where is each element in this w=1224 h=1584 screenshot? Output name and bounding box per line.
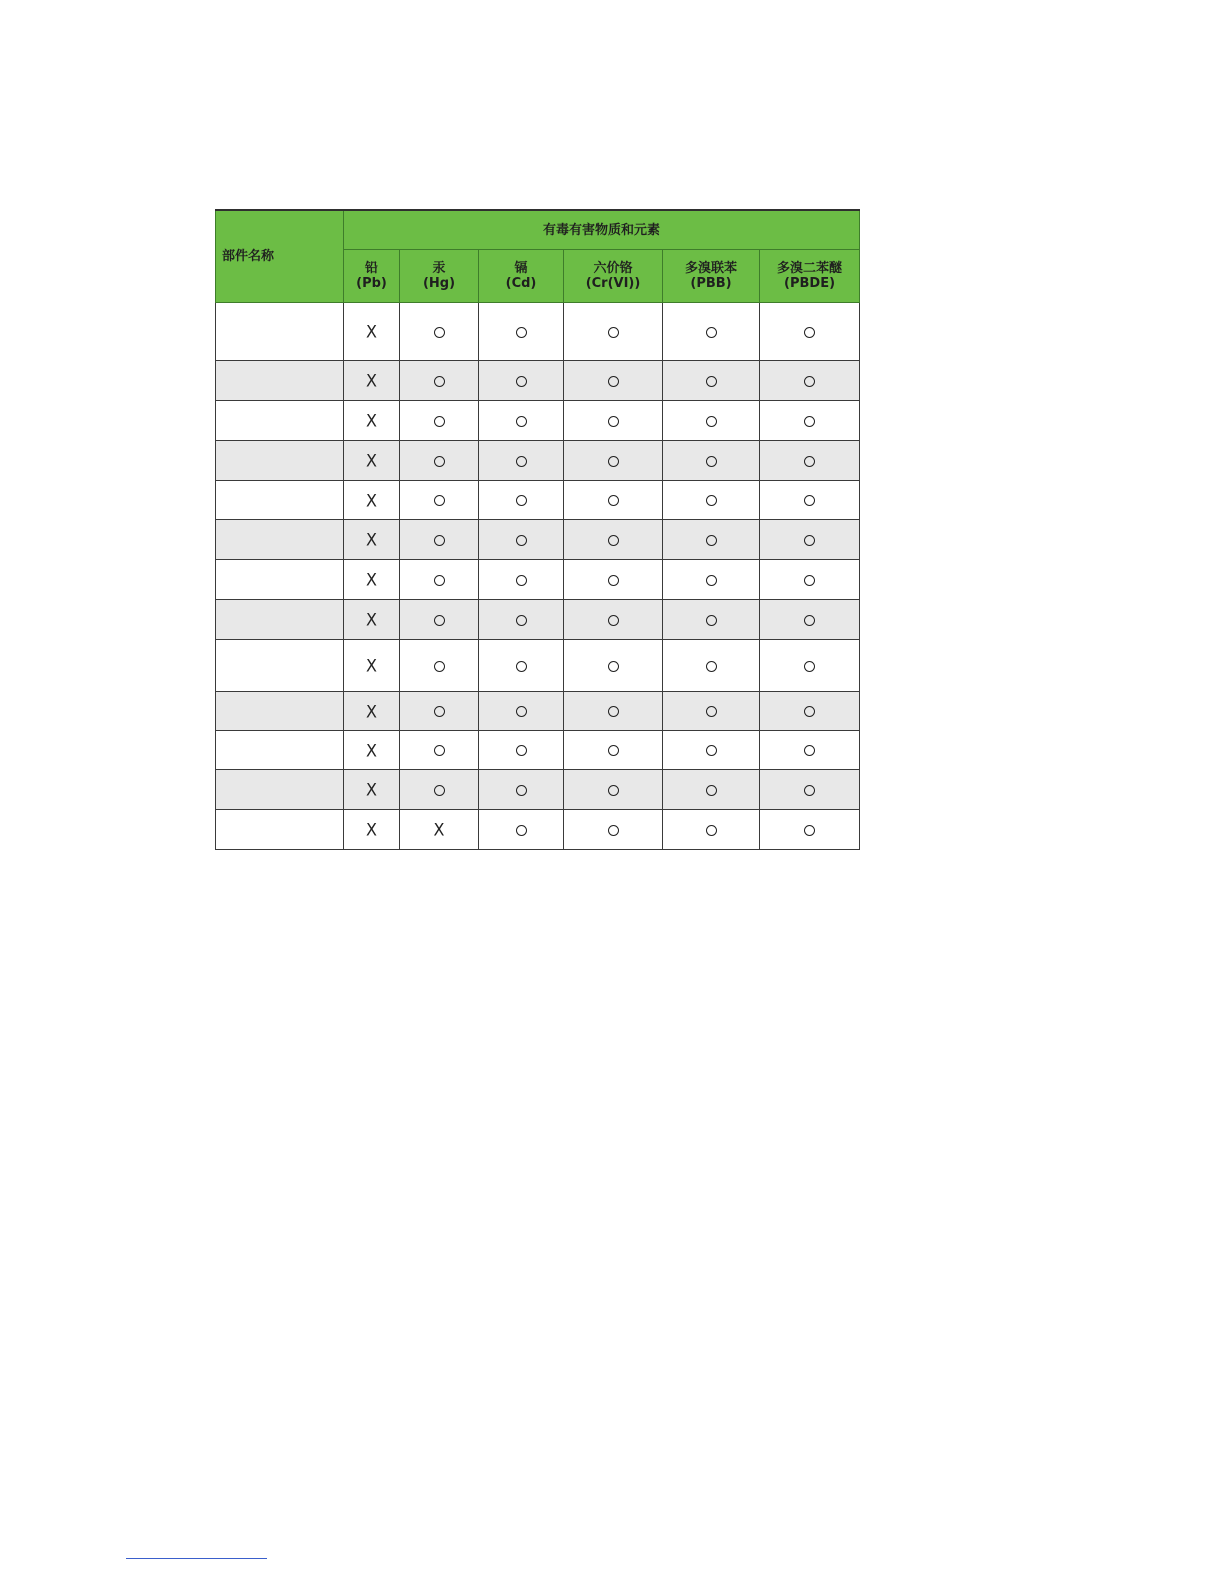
cross-mark: X [366, 450, 377, 471]
circle-mark-icon [516, 745, 527, 756]
circle-mark-icon [608, 376, 619, 387]
circle-mark-icon [516, 416, 527, 427]
substance-symbol: (Pb) [356, 276, 387, 291]
substance-mark-cell [760, 361, 860, 401]
substance-mark-cell [400, 361, 479, 401]
part-name-cell [216, 692, 344, 731]
substance-name: 铅 [364, 261, 378, 276]
circle-mark-icon [516, 376, 527, 387]
circle-mark-icon [608, 706, 619, 717]
substance-name: 六价铬 [593, 261, 633, 276]
table-row [216, 401, 860, 441]
substance-mark-cell [760, 560, 860, 600]
substance-mark-cell [564, 810, 663, 850]
substance-mark-cell [344, 520, 400, 560]
substance-mark-cell [663, 520, 760, 560]
substance-mark-cell [663, 401, 760, 441]
circle-mark-icon [608, 661, 619, 672]
cross-mark: X [366, 655, 377, 676]
substance-mark-cell [564, 361, 663, 401]
circle-mark-icon [434, 535, 445, 546]
circle-mark-icon [516, 495, 527, 506]
cross-mark: X [433, 819, 445, 840]
substance-mark-cell [564, 731, 663, 770]
substance-header [344, 250, 400, 303]
circle-mark-icon [804, 706, 815, 717]
table-row [216, 810, 860, 850]
table-row [216, 731, 860, 770]
substance-mark-cell [479, 810, 564, 850]
substance-symbol: (Cd) [505, 276, 537, 291]
substance-mark-cell [479, 600, 564, 640]
circle-mark-icon [706, 416, 717, 427]
substance-mark-cell [479, 303, 564, 361]
circle-mark-icon [706, 456, 717, 467]
part-name-cell [216, 560, 344, 600]
substance-mark-cell [344, 441, 400, 481]
substance-mark-cell [760, 731, 860, 770]
cross-mark: X [366, 370, 377, 391]
substance-mark-cell [344, 640, 400, 692]
cross-mark: X [366, 779, 377, 800]
circle-mark-icon [516, 615, 527, 626]
part-name-cell [216, 731, 344, 770]
cross-mark: X [366, 321, 377, 342]
substance-mark-cell [479, 640, 564, 692]
substance-symbol: (Hg) [422, 276, 456, 291]
circle-mark-icon [804, 745, 815, 756]
substance-mark-cell [760, 600, 860, 640]
substance-mark-cell [400, 770, 479, 810]
substance-mark-cell [663, 303, 760, 361]
substance-mark-cell [663, 640, 760, 692]
circle-mark-icon [706, 785, 717, 796]
circle-mark-icon [434, 785, 445, 796]
substance-mark-cell [400, 481, 479, 520]
circle-mark-icon [608, 456, 619, 467]
part-name-cell [216, 640, 344, 692]
circle-mark-icon [434, 376, 445, 387]
substance-header [564, 250, 663, 303]
part-name-header: 部件名称 [216, 210, 344, 303]
circle-mark-icon [434, 456, 445, 467]
part-name-cell [216, 303, 344, 361]
circle-mark-icon [516, 456, 527, 467]
circle-mark-icon [706, 575, 717, 586]
substance-mark-cell [400, 401, 479, 441]
substance-mark-cell [760, 401, 860, 441]
substance-mark-cell [400, 600, 479, 640]
table-row [216, 520, 860, 560]
substance-mark-cell [663, 770, 760, 810]
substance-symbol: (Cr(VI)) [585, 276, 641, 291]
substance-mark-cell [663, 560, 760, 600]
cross-mark: X [366, 490, 377, 510]
circle-mark-icon [706, 825, 717, 836]
substance-mark-cell [760, 520, 860, 560]
table-row [216, 600, 860, 640]
circle-mark-icon [516, 327, 527, 338]
table-row [216, 361, 860, 401]
circle-mark-icon [706, 706, 717, 717]
circle-mark-icon [804, 495, 815, 506]
substance-name: 镉 [514, 261, 528, 276]
part-name-cell [216, 361, 344, 401]
circle-mark-icon [608, 745, 619, 756]
circle-mark-icon [608, 327, 619, 338]
substance-mark-cell [479, 770, 564, 810]
circle-mark-icon [706, 615, 717, 626]
substance-mark-cell [344, 731, 400, 770]
cross-mark: X [366, 609, 377, 630]
substance-mark-cell [564, 520, 663, 560]
substance-mark-cell [760, 303, 860, 361]
circle-mark-icon [608, 416, 619, 427]
substance-mark-cell [564, 640, 663, 692]
part-name-cell [216, 481, 344, 520]
substance-mark-cell [663, 692, 760, 731]
table-row [216, 692, 860, 731]
circle-mark-icon [434, 327, 445, 338]
substance-mark-cell [760, 810, 860, 850]
circle-mark-icon [516, 535, 527, 546]
substance-mark-cell [564, 481, 663, 520]
circle-mark-icon [608, 495, 619, 506]
circle-mark-icon [608, 535, 619, 546]
table-row [216, 640, 860, 692]
circle-mark-icon [608, 785, 619, 796]
substance-mark-cell [663, 441, 760, 481]
substance-mark-cell [400, 810, 479, 850]
substance-mark-cell [479, 401, 564, 441]
circle-mark-icon [804, 416, 815, 427]
part-name-cell [216, 810, 344, 850]
toxic-substances-group-header: 有毒有害物质和元素 [344, 210, 860, 250]
substance-mark-cell [344, 600, 400, 640]
substance-mark-cell [344, 770, 400, 810]
circle-mark-icon [608, 575, 619, 586]
substance-mark-cell [663, 600, 760, 640]
substance-mark-cell [344, 560, 400, 600]
circle-mark-icon [434, 615, 445, 626]
table-row [216, 560, 860, 600]
substance-symbol: (PBDE) [784, 276, 836, 291]
substance-mark-cell [344, 481, 400, 520]
substance-mark-cell [344, 303, 400, 361]
circle-mark-icon [434, 661, 445, 672]
substance-mark-cell [760, 640, 860, 692]
substance-mark-cell [760, 770, 860, 810]
circle-mark-icon [608, 825, 619, 836]
circle-mark-icon [804, 825, 815, 836]
substance-mark-cell [564, 401, 663, 441]
cross-mark: X [366, 740, 377, 760]
substance-mark-cell [400, 731, 479, 770]
circle-mark-icon [706, 745, 717, 756]
substance-mark-cell [564, 600, 663, 640]
substance-mark-cell [400, 441, 479, 481]
substance-mark-cell [760, 441, 860, 481]
substance-mark-cell [663, 810, 760, 850]
cross-mark: X [366, 529, 377, 550]
substance-mark-cell [663, 481, 760, 520]
substance-mark-cell [479, 520, 564, 560]
substance-name: 汞 [432, 261, 446, 276]
part-name-cell [216, 770, 344, 810]
substance-mark-cell [344, 692, 400, 731]
substance-mark-cell [344, 401, 400, 441]
substance-mark-cell [479, 441, 564, 481]
substance-mark-cell [479, 731, 564, 770]
circle-mark-icon [706, 327, 717, 338]
circle-mark-icon [804, 456, 815, 467]
substance-mark-cell [564, 770, 663, 810]
circle-mark-icon [516, 706, 527, 717]
circle-mark-icon [434, 575, 445, 586]
table-row [216, 441, 860, 481]
circle-mark-icon [804, 785, 815, 796]
circle-mark-icon [516, 825, 527, 836]
substance-mark-cell [564, 692, 663, 731]
circle-mark-icon [706, 495, 717, 506]
table-row [216, 481, 860, 520]
substance-mark-cell [760, 692, 860, 731]
substance-name: 多溴联苯 [684, 261, 737, 276]
substance-mark-cell [479, 361, 564, 401]
substance-header [663, 250, 760, 303]
circle-mark-icon [804, 575, 815, 586]
substance-header [479, 250, 564, 303]
circle-mark-icon [804, 615, 815, 626]
substance-mark-cell [400, 692, 479, 731]
circle-mark-icon [804, 376, 815, 387]
substance-mark-cell [663, 731, 760, 770]
cross-mark: X [366, 819, 377, 840]
substance-mark-cell [400, 303, 479, 361]
substance-mark-cell [479, 560, 564, 600]
substance-header [400, 250, 479, 303]
part-name-cell [216, 520, 344, 560]
table-row [216, 770, 860, 810]
substance-mark-cell [663, 361, 760, 401]
circle-mark-icon [516, 575, 527, 586]
part-name-cell [216, 600, 344, 640]
cross-mark: X [366, 701, 377, 721]
substance-mark-cell [564, 303, 663, 361]
substance-symbol: (PBB) [690, 276, 732, 291]
footnote-rule [126, 1558, 267, 1559]
circle-mark-icon [804, 661, 815, 672]
substance-mark-cell [479, 692, 564, 731]
substance-mark-cell [344, 810, 400, 850]
substance-name: 多溴二苯醚 [777, 261, 843, 276]
substance-mark-cell [400, 560, 479, 600]
cross-mark: X [366, 569, 377, 590]
substance-mark-cell [760, 481, 860, 520]
substance-mark-cell [344, 361, 400, 401]
hazardous-substances-table [215, 209, 860, 850]
table-row [216, 303, 860, 361]
circle-mark-icon [434, 416, 445, 427]
circle-mark-icon [434, 745, 445, 756]
circle-mark-icon [706, 535, 717, 546]
circle-mark-icon [804, 327, 815, 338]
circle-mark-icon [706, 376, 717, 387]
substance-mark-cell [564, 560, 663, 600]
circle-mark-icon [608, 615, 619, 626]
hazardous-substances-table-container [215, 209, 859, 850]
circle-mark-icon [434, 495, 445, 506]
circle-mark-icon [516, 785, 527, 796]
substance-mark-cell [400, 520, 479, 560]
circle-mark-icon [516, 661, 527, 672]
substance-mark-cell [479, 481, 564, 520]
part-name-cell [216, 441, 344, 481]
circle-mark-icon [804, 535, 815, 546]
circle-mark-icon [706, 661, 717, 672]
part-name-cell [216, 401, 344, 441]
substance-mark-cell [400, 640, 479, 692]
substance-mark-cell [564, 441, 663, 481]
circle-mark-icon [434, 706, 445, 717]
substance-header [760, 250, 860, 303]
cross-mark: X [366, 410, 377, 431]
